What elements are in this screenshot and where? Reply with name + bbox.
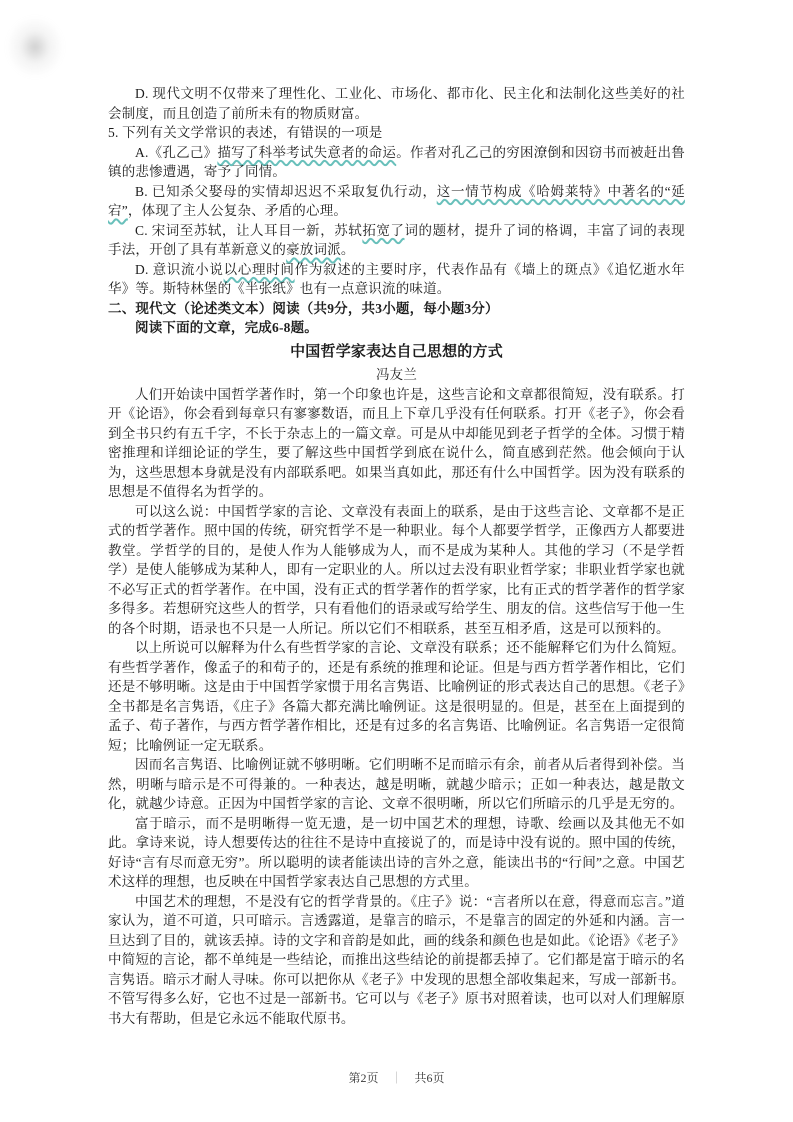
prev-option-d [108,84,685,123]
article-paragraph-2 [108,502,685,639]
question5-option-a [108,143,685,182]
option-b-text-cont: ，体现了主人公复杂、矛盾的心理。 [127,203,348,218]
article-title [108,340,685,364]
option-c-teal-mark-1: 拓宽了 [362,222,405,238]
footer-separator: ｜ [390,1071,403,1085]
article-author [108,364,685,385]
page-footer [0,1069,793,1086]
article-paragraph-6 [108,892,685,1029]
question5-option-b [108,182,685,221]
footer-page-number: 第2页 [348,1071,379,1085]
option-c-text-end: 。 [340,242,355,257]
question5-stem-text: 5. 下列有关文学常识的表述，有错误的一项是 [108,125,383,140]
article-paragraph-5-text: 富于暗示，而不是明晰得一览无遗，是一切中国艺术的理想，诗歌、绘画以及其他无不如此。拿诗来说，诗人想要传达的往往不是诗中直接说了的，而是诗中没有说的。照中国的传统，好诗“言有尽而意无穷”。所以聪明的读者能读出诗的言外之意，能读出书的“行间”之意。中国艺术这样的理想，也反映在中国哲学家表达自己思想的方式里。 [108,815,685,889]
article-author-text: 冯友兰 [375,366,418,382]
option-a-teal-mark: 描写了科举考试失意者的命运 [217,144,397,160]
prev-option-d-text: D. 现代文明不仅带来了理性化、工业化、市场化、都市化、民主化和法制化这些美好的社会制度，而且创造了前所未有的物质财富。 [108,86,685,121]
option-c-text-mid: 词的题材，提升了词的格调，丰富了词的表现手法，开创了具有革新意义的 [108,222,685,257]
question5-stem [108,123,685,143]
article-paragraph-4 [108,755,685,814]
article-paragraph-4-text: 因而名言隽语、比喻例证就不够明晰。它们明晰不足而暗示有余，前者从后者得到补偿。当然，明晰与暗示是不可得兼的。一种表达，越是明晰，就越少暗示；正如一种表达，越是散文化，就越少诗意。正因为中国哲学家的言论、文章不很明晰，所以它们所暗示的几乎是无穷的。 [108,757,685,811]
article-paragraph-1-text: 人们开始读中国哲学著作时，第一个印象也许是，这些言论和文章都很简短，没有联系。打开《论语》，你会看到每章只有寥寥数语，而且上下章几乎没有任何联系。打开《老子》，你会看到全书只约有五千字，不长于杂志上的一篇文章。可是从中却能见到老子哲学的全体。习惯于精密推理和详细论证的学生，要了解这些中国哲学到底在说什么，简直感到茫然。他会倾向于认为，这些思想本身就是没有内部联系吧。如果当真如此，那还有什么中国哲学。因为没有联系的思想是不值得名为哲学的。 [108,386,685,499]
question5-option-c [108,221,685,260]
reading-instruction [108,318,685,338]
section-heading [108,299,685,319]
option-b-teal-mark: 这一情节构成《哈姆莱特》中著名的“延宕” [108,183,686,218]
option-a-text: A.《孔乙己》 [135,144,218,160]
article-paragraph-5 [108,814,685,892]
option-a-text-cont: 。作者对孔乙己的穷困潦倒和因窃书而被赶出鲁镇的悲惨遭遇，寄予了同情。 [108,144,685,179]
article-title-text: 中国哲学家表达自己思想的方式 [290,343,503,360]
article-paragraph-6-text: 中国艺术的理想，不是没有它的哲学背景的。《庄子》说：“言者所以在意，得意而忘言。”道家认为，道不可道，只可暗示。言透露道，是靠言的暗示，不是靠言的固定的外延和内涵。言一旦达到了目的，就该丢掉。诗的文字和音韵是如此，画的线条和颜色也是如此。《论语》《老子》中简短的言论，都不单纯是一些结论，而推出这些结论的前提都丢掉了。它们都是富于暗示的名言隽语。暗示才耐人寻味。你可以把你从《老子》中发现的思想全部收集起来，写成一部新书。不管写得多么好，它也不过是一部新书。它可以与《老子》原书对照着读，也可以对人们理解原书大有帮助，但是它永远不能取代原书。 [108,893,685,1026]
question5-option-d [108,260,685,299]
footer-total-pages: 共6页 [414,1071,445,1085]
option-d-text: D. 意识流小说 [135,261,224,277]
option-d-teal-mark: 以心理时间 [223,261,295,277]
option-c-text: C. 宋词至苏轼，让人耳目一新，苏轼 [135,222,363,238]
option-b-text: B. 已知杀父娶母的实情却迟迟不采取复仇行动， [135,183,437,199]
section-heading-text: 二、现代文（论述类文本）阅读（共9分，共3小题，每小题3分） [108,300,499,316]
reading-instruction-text: 阅读下面的文章，完成6-8题。 [135,320,318,335]
option-c-teal-mark-2: 豪放词派 [286,242,341,257]
option-d-text-cont: 作为叙述的主要时序，代表作品有《墙上的斑点》《追忆逝水年华》等。斯特林堡的《半张纸》也有一点意识流的味道。 [108,261,685,296]
article-paragraph-3 [108,638,685,755]
article-paragraph-2-text: 可以这么说：中国哲学家的言论、文章没有表面上的联系，是由于这些言论、文章都不是正式的哲学著作。照中国的传统，研究哲学不是一种职业。每个人都要学哲学，正像西方人都要进教堂。学哲学的目的，是使人作为人能够成为人，而不是成为某种人。其他的学习（不是学哲学）是使人能够成为某种人，即有一定职业的人。所以过去没有职业哲学家；非职业哲学家也就不必写正式的哲学著作。在中国，没有正式的哲学著作的哲学家，比有正式的哲学著作的哲学家多得多。若想研究这些人的哲学，只有看他们的语录或写给学生、朋友的信。这些信写于他一生的各个时期，语录也不只是一人所记。所以它们不相联系，甚至互相矛盾，这是可以预料的。 [108,503,685,636]
article-paragraph-3-text: 以上所说可以解释为什么有些哲学家的言论、文章没有联系；还不能解释它们为什么简短。有些哲学著作，像孟子的和荀子的，还是有系统的推理和论证。但是与西方哲学著作相比，它们还是不够明晰。这是由于中国哲学家惯于用名言隽语、比喻例证的形式表达自己的思想。《老子》全书都是名言隽语，《庄子》各篇大都充满比喻例证。这是很明显的。但是，甚至在上面提到的孟子、荀子著作，与西方哲学著作相比，还是有过多的名言隽语、比喻例证。名言隽语一定很简短；比喻例证一定无联系。 [108,640,685,753]
article-paragraph-1 [108,385,685,502]
